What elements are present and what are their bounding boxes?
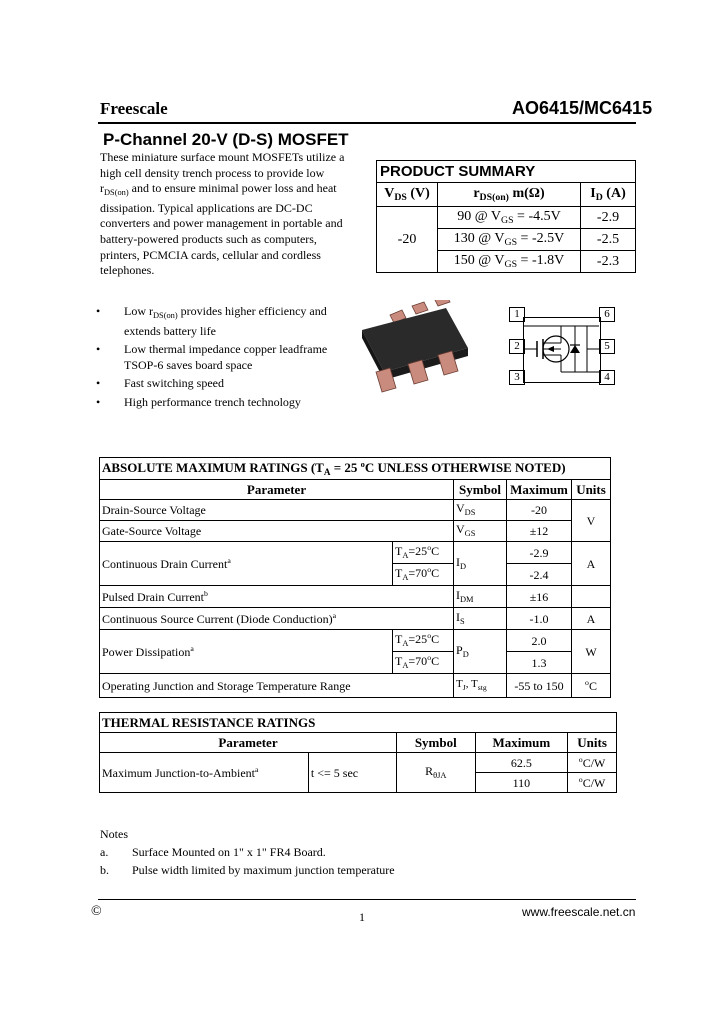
text: m(Ω) (508, 185, 545, 201)
subscript: A (402, 551, 409, 561)
symbol-cell (454, 542, 507, 586)
text: T (395, 566, 403, 581)
feature-item: • High performance trench technology (96, 395, 386, 411)
text: C UNLESS OTHERWISE NOTED) (364, 459, 566, 475)
brand-name: Freescale (100, 99, 168, 118)
text: Continuous Source Current (Diode Conduction) (102, 612, 333, 626)
website-link[interactable]: www.freescale.net.cn (522, 905, 636, 919)
text: ABSOLUTE MAXIMUM RATINGS (T (102, 459, 324, 475)
note-label: b. (100, 863, 109, 877)
subscript: DS(on) (479, 191, 509, 203)
condition-cell (393, 564, 454, 586)
mosfet-symbol-icon (523, 317, 599, 381)
text: r (473, 185, 480, 201)
param-cell (100, 753, 309, 793)
text: = 25 (330, 459, 361, 475)
subscript: A (402, 573, 409, 583)
symbol-cell (454, 674, 507, 698)
text: C (431, 544, 440, 559)
subscript: DS(on) (153, 311, 178, 320)
subscript: DS(on) (104, 188, 129, 198)
text: C (431, 632, 440, 647)
thermal-resistance-table (99, 712, 617, 793)
description-line: telephones. (100, 263, 155, 278)
text: =25 (408, 544, 428, 559)
superscript: a (254, 765, 259, 774)
unit-cell: A (572, 542, 611, 586)
symbol-cell (454, 608, 507, 630)
text: =70 (408, 566, 428, 581)
note-a (100, 843, 395, 861)
thermal-title: THERMAL RESISTANCE RATINGS (100, 713, 617, 733)
header-parameter: Parameter (100, 480, 454, 500)
text: = -2.5V (517, 230, 565, 246)
id-value: -2.3 (581, 251, 636, 273)
feature-item: • Fast switching speed (96, 376, 386, 392)
condition-cell: t <= 5 sec (308, 753, 396, 793)
superscript: o (427, 631, 432, 641)
superscript: o (427, 653, 432, 663)
text: =70 (408, 654, 428, 669)
description-line: dissipation. Typical applications are DC-DC (100, 200, 313, 215)
description (100, 150, 360, 279)
text: 150 @ V (453, 252, 505, 268)
text: C/W (582, 756, 606, 770)
symbol-cell (397, 753, 476, 793)
notes-heading: Notes (100, 827, 128, 841)
feature-item (96, 304, 386, 339)
text: r (100, 181, 104, 196)
pin-1: 1 (509, 307, 525, 322)
product-summary-table (376, 160, 636, 273)
unit-cell (568, 773, 617, 793)
id-value: -2.9 (581, 207, 636, 229)
header-id (581, 183, 636, 207)
superscript: a (190, 644, 194, 653)
superscript: o (360, 458, 365, 469)
text: Low thermal impedance copper leadframe (124, 342, 328, 356)
header-units: Units (568, 733, 617, 753)
param-cell: Drain-Source Voltage (100, 500, 454, 521)
notes (100, 825, 395, 879)
text: C/W (582, 776, 606, 790)
product-summary-title: PRODUCT SUMMARY (377, 161, 636, 183)
subscript: J (462, 683, 466, 693)
header-symbol: Symbol (397, 733, 476, 753)
text: 90 @ V (457, 208, 502, 224)
subscript: A (402, 661, 409, 671)
text: I (590, 185, 596, 201)
superscript: a (332, 611, 337, 620)
superscript: o (585, 678, 589, 687)
pin-5: 5 (599, 339, 615, 354)
unit-cell: V (572, 500, 611, 542)
subscript: D (460, 561, 467, 571)
feature-list (96, 304, 386, 413)
param-cell: Operating Junction and Storage Temperature Range (100, 674, 454, 698)
text: V (384, 185, 395, 201)
abs-max-title (100, 458, 611, 480)
symbol-cell (454, 630, 507, 674)
subscript: A (323, 466, 331, 477)
max-cell: -20 (507, 500, 572, 521)
header-rule (98, 122, 636, 124)
condition-cell (393, 652, 454, 674)
page-title: P-Channel 20-V (D-S) MOSFET (103, 130, 349, 149)
param-cell (100, 542, 393, 586)
text: C (431, 566, 440, 581)
max-cell: 2.0 (507, 630, 572, 652)
text: Power Dissipation (102, 645, 191, 659)
text: I (456, 554, 460, 569)
superscript: o (578, 775, 583, 784)
unit-cell: A (572, 608, 611, 630)
param-cell: Gate-Source Voltage (100, 521, 454, 542)
text: Continuous Drain Current (102, 557, 228, 571)
text: I (456, 609, 460, 624)
part-number: AO6415/MC6415 (512, 98, 653, 118)
text: T (395, 544, 403, 559)
superscript: o (578, 755, 583, 764)
subscript: DS (464, 508, 476, 518)
description-line: printers, PCMCIA cards, cellular and cordless (100, 247, 321, 262)
note-b (100, 861, 395, 879)
subscript: D (595, 191, 603, 203)
header-parameter: Parameter (100, 733, 397, 753)
symbol-cell (454, 521, 507, 542)
text: I (456, 587, 460, 602)
text: , T (465, 678, 478, 691)
copyright-icon: © (91, 904, 102, 919)
pin-4: 4 (599, 370, 615, 385)
pin-2: 2 (509, 339, 525, 354)
vds-value: -20 (377, 207, 438, 273)
text: provides higher efficiency and (177, 304, 327, 318)
description-line: battery-powered products such as computers, (100, 231, 317, 246)
subscript: GS (464, 529, 476, 539)
id-value: -2.5 (581, 229, 636, 251)
subscript: GS (504, 258, 518, 270)
param-cell (100, 586, 454, 608)
header-rds (438, 183, 581, 207)
text: C (431, 654, 440, 669)
subscript: DS (394, 191, 407, 203)
pinout-diagram (505, 305, 620, 385)
description-line: high cell density trench process to provide low (100, 165, 325, 180)
text: T (395, 632, 403, 647)
max-cell: -1.0 (507, 608, 572, 630)
condition-cell (393, 542, 454, 564)
feature-item (96, 342, 386, 373)
superscript: o (427, 543, 432, 553)
subscript: stg (477, 683, 487, 693)
text: C (588, 679, 597, 693)
description-line: converters and power management in portable and (100, 216, 343, 231)
header-maximum: Maximum (475, 733, 568, 753)
subscript: DM (460, 594, 474, 604)
text: = -1.8V (517, 252, 565, 268)
text: T (456, 678, 463, 691)
rds-value (438, 207, 581, 229)
superscript: o (427, 565, 432, 575)
header-maximum: Maximum (507, 480, 572, 500)
unit-cell (572, 674, 611, 698)
text: T (395, 654, 403, 669)
subscript: S (460, 616, 465, 626)
text: = -4.5V (513, 208, 561, 224)
subscript: GS (504, 236, 518, 248)
max-cell: 110 (475, 773, 568, 793)
header-vds (377, 183, 438, 207)
description-line (100, 181, 360, 201)
note-label: a. (100, 845, 109, 859)
text: Pulsed Drain Current (102, 590, 204, 604)
unit-cell: W (572, 630, 611, 674)
header-units: Units (572, 480, 611, 500)
text: =25 (408, 632, 428, 647)
max-cell: ±12 (507, 521, 572, 542)
rds-value (438, 251, 581, 273)
max-cell: -2.9 (507, 542, 572, 564)
superscript: a (227, 556, 231, 565)
pin-3: 3 (509, 370, 525, 385)
subscript: GS (501, 214, 514, 226)
unit-cell (572, 586, 611, 608)
tsop6-package-image (350, 300, 480, 400)
text: extends battery life (124, 323, 216, 338)
text: (A) (602, 185, 626, 201)
text: R (425, 763, 434, 778)
subscript: D (462, 649, 469, 659)
pin-6: 6 (599, 307, 615, 322)
text: 130 @ V (453, 230, 505, 246)
footer-rule (98, 899, 636, 900)
symbol-cell (454, 586, 507, 608)
condition-cell (393, 630, 454, 652)
absolute-maximum-ratings-table (99, 457, 611, 698)
text: P (456, 642, 463, 657)
text: (V) (406, 185, 430, 201)
rds-value (438, 229, 581, 251)
header-symbol: Symbol (454, 480, 507, 500)
page-number: 1 (359, 910, 365, 924)
text: V (456, 522, 465, 537)
max-cell: ±16 (507, 586, 572, 608)
param-cell (100, 630, 393, 674)
max-cell: -2.4 (507, 564, 572, 586)
subscript: A (402, 639, 409, 649)
symbol-cell (454, 500, 507, 521)
text: Low r (124, 304, 153, 318)
text: and to ensure minimal power loss and heat (128, 181, 337, 196)
superscript: b (203, 589, 208, 598)
text: Maximum Junction-to-Ambient (102, 766, 255, 780)
subscript: θJA (433, 770, 447, 780)
max-cell: -55 to 150 (507, 674, 572, 698)
text: V (456, 501, 465, 516)
text: TSOP-6 saves board space (124, 357, 253, 372)
unit-cell (568, 753, 617, 773)
param-cell (100, 608, 454, 630)
note-text: Surface Mounted on 1" x 1" FR4 Board. (132, 845, 326, 859)
note-text: Pulse width limited by maximum junction temperature (132, 863, 395, 877)
max-cell: 62.5 (475, 753, 568, 773)
description-line: These miniature surface mount MOSFETs utilize a (100, 150, 345, 164)
max-cell: 1.3 (507, 652, 572, 674)
